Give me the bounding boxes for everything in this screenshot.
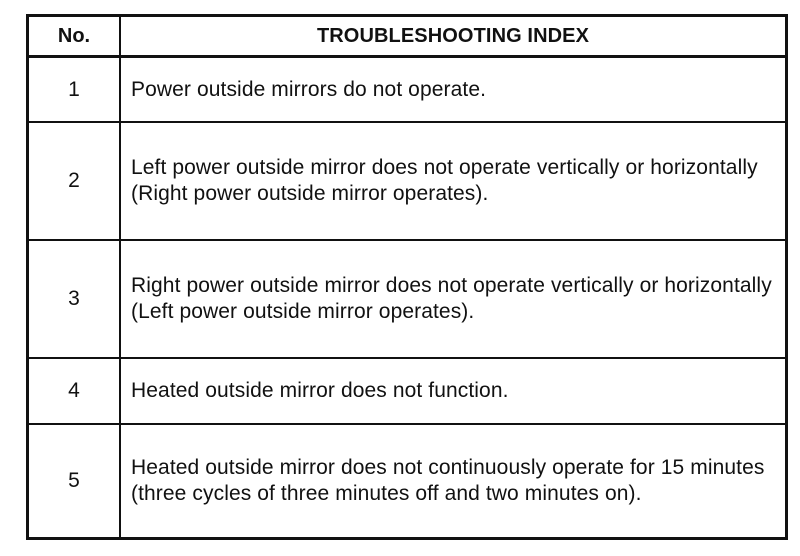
row-number: 4 xyxy=(29,359,121,423)
table-row xyxy=(29,123,785,241)
row-description: Power outside mirrors do not operate. xyxy=(131,77,487,101)
table-row xyxy=(29,359,785,425)
table-row xyxy=(29,58,785,123)
row-number: 5 xyxy=(29,425,121,537)
row-number: 2 xyxy=(29,123,121,239)
table-row xyxy=(29,425,785,537)
row-number: 3 xyxy=(29,241,121,357)
troubleshooting-table xyxy=(26,14,788,540)
row-description: Left power outside mirror does not operate vertically or horizontally (Right power outside mirror operates). xyxy=(131,156,758,205)
row-description: Heated outside mirror does not continuously operate for 15 minutes (three cycles of three minutes off and two minutes on). xyxy=(131,456,765,505)
header-number: No. xyxy=(29,17,121,55)
row-description: Right power outside mirror does not operate vertically or horizontally (Left power outside mirror operates). xyxy=(131,274,772,323)
row-description: Heated outside mirror does not function. xyxy=(131,379,509,402)
row-number: 1 xyxy=(29,58,121,121)
table-header-row xyxy=(29,17,785,58)
table-row xyxy=(29,241,785,359)
header-title: TROUBLESHOOTING INDEX xyxy=(316,25,590,47)
